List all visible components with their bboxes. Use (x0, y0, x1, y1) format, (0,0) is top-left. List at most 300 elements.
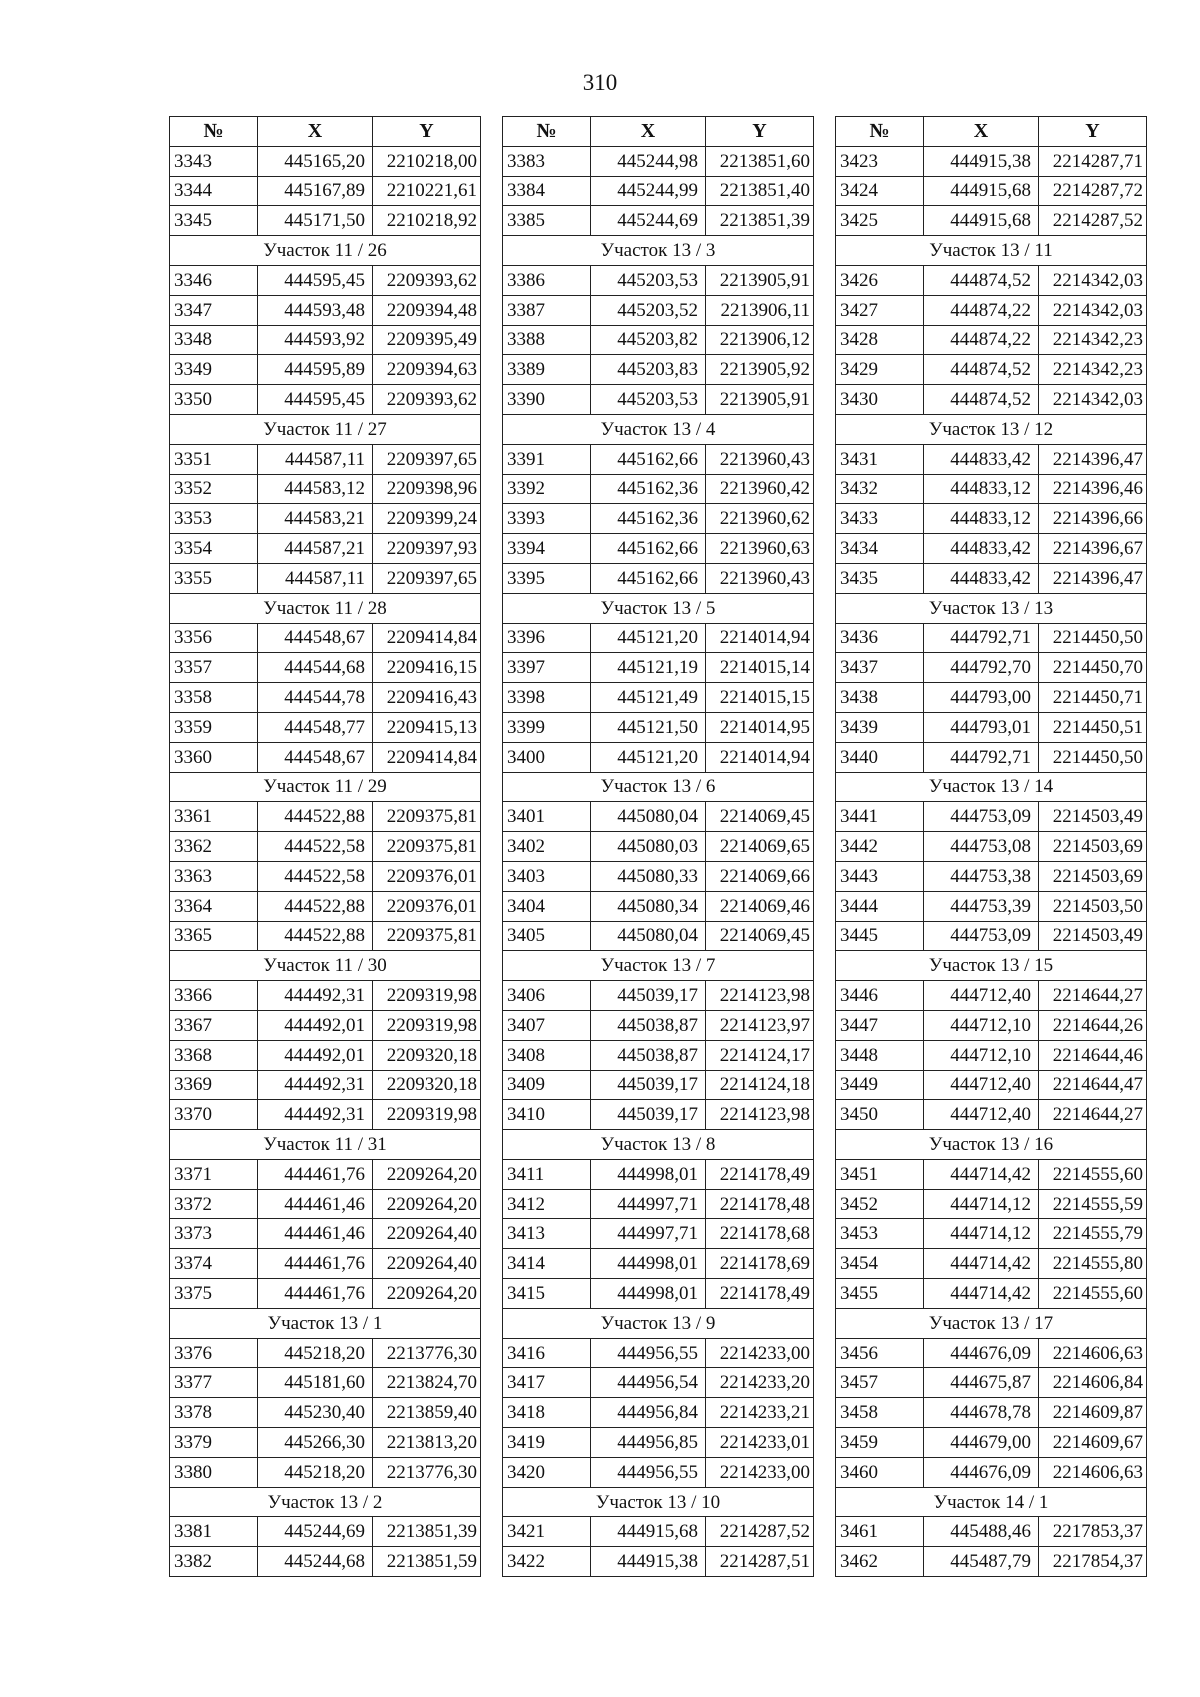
header-x: X (258, 117, 373, 147)
y-coordinate-cell: 2214342,23 (1039, 355, 1147, 385)
x-coordinate-cell: 444753,08 (924, 832, 1039, 862)
y-coordinate-cell: 2209264,20 (373, 1159, 481, 1189)
point-number-cell: 3404 (503, 891, 591, 921)
table-row (503, 1338, 814, 1368)
point-number-cell: 3407 (503, 1010, 591, 1040)
table-row (170, 176, 481, 206)
point-number-cell: 3417 (503, 1368, 591, 1398)
table-row (836, 623, 1147, 653)
section-title: Участок 11 / 30 (170, 951, 481, 981)
x-coordinate-cell: 445121,50 (591, 712, 706, 742)
point-number-cell: 3393 (503, 504, 591, 534)
table-row (170, 1338, 481, 1368)
y-coordinate-cell: 2214606,84 (1039, 1368, 1147, 1398)
y-coordinate-cell: 2213906,12 (706, 325, 814, 355)
table-row (503, 176, 814, 206)
x-coordinate-cell: 444461,46 (258, 1189, 373, 1219)
y-coordinate-cell: 2214069,66 (706, 861, 814, 891)
x-coordinate-cell: 445121,49 (591, 683, 706, 713)
table-row (836, 385, 1147, 415)
table-row (836, 891, 1147, 921)
y-coordinate-cell: 2214555,80 (1039, 1249, 1147, 1279)
x-coordinate-cell: 444915,68 (591, 1517, 706, 1547)
point-number-cell: 3458 (836, 1398, 924, 1428)
point-number-cell: 3354 (170, 534, 258, 564)
table-row (503, 742, 814, 772)
y-coordinate-cell: 2209416,43 (373, 683, 481, 713)
y-coordinate-cell: 2213906,11 (706, 295, 814, 325)
table-row (503, 653, 814, 683)
table-row (503, 1070, 814, 1100)
table-row (503, 861, 814, 891)
section-row (836, 1487, 1147, 1517)
y-coordinate-cell: 2209264,20 (373, 1189, 481, 1219)
point-number-cell: 3396 (503, 623, 591, 653)
section-title: Участок 13 / 6 (503, 772, 814, 802)
x-coordinate-cell: 444753,09 (924, 921, 1039, 951)
table-row (503, 1517, 814, 1547)
table-row (503, 1100, 814, 1130)
table-row (170, 504, 481, 534)
table-row (503, 921, 814, 951)
point-number-cell: 3460 (836, 1457, 924, 1487)
x-coordinate-cell: 444956,85 (591, 1428, 706, 1458)
table-row (503, 534, 814, 564)
table-row (836, 653, 1147, 683)
x-coordinate-cell: 444915,38 (924, 146, 1039, 176)
x-coordinate-cell: 444595,45 (258, 385, 373, 415)
point-number-cell: 3397 (503, 653, 591, 683)
table-row (503, 444, 814, 474)
x-coordinate-cell: 444714,42 (924, 1249, 1039, 1279)
y-coordinate-cell: 2214644,46 (1039, 1040, 1147, 1070)
y-coordinate-cell: 2213960,43 (706, 563, 814, 593)
y-coordinate-cell: 2214342,03 (1039, 265, 1147, 295)
table-row (170, 891, 481, 921)
y-coordinate-cell: 2214124,17 (706, 1040, 814, 1070)
y-coordinate-cell: 2217853,37 (1039, 1517, 1147, 1547)
y-coordinate-cell: 2209394,63 (373, 355, 481, 385)
point-number-cell: 3416 (503, 1338, 591, 1368)
table-row (170, 146, 481, 176)
x-coordinate-cell: 444461,76 (258, 1279, 373, 1309)
table-row (836, 832, 1147, 862)
x-coordinate-cell: 444998,01 (591, 1159, 706, 1189)
x-coordinate-cell: 444833,12 (924, 504, 1039, 534)
table-row (836, 265, 1147, 295)
section-title: Участок 11 / 28 (170, 593, 481, 623)
x-coordinate-cell: 444712,10 (924, 1040, 1039, 1070)
point-number-cell: 3376 (170, 1338, 258, 1368)
point-number-cell: 3443 (836, 861, 924, 891)
y-coordinate-cell: 2214396,66 (1039, 504, 1147, 534)
x-coordinate-cell: 444678,78 (924, 1398, 1039, 1428)
x-coordinate-cell: 444833,42 (924, 444, 1039, 474)
y-coordinate-cell: 2209398,96 (373, 474, 481, 504)
x-coordinate-cell: 445487,79 (924, 1547, 1039, 1577)
y-coordinate-cell: 2209393,62 (373, 265, 481, 295)
section-row (170, 772, 481, 802)
table-row (503, 474, 814, 504)
point-number-cell: 3374 (170, 1249, 258, 1279)
point-number-cell: 3371 (170, 1159, 258, 1189)
table-row (503, 1040, 814, 1070)
table-row (503, 355, 814, 385)
point-number-cell: 3423 (836, 146, 924, 176)
table-row (503, 385, 814, 415)
table-row (836, 1517, 1147, 1547)
table-row (836, 295, 1147, 325)
header-y: Y (1039, 117, 1147, 147)
point-number-cell: 3368 (170, 1040, 258, 1070)
table-row (170, 1189, 481, 1219)
point-number-cell: 3420 (503, 1457, 591, 1487)
y-coordinate-cell: 2214606,63 (1039, 1457, 1147, 1487)
x-coordinate-cell: 444753,38 (924, 861, 1039, 891)
point-number-cell: 3351 (170, 444, 258, 474)
x-coordinate-cell: 444676,09 (924, 1338, 1039, 1368)
table-row (836, 683, 1147, 713)
point-number-cell: 3434 (836, 534, 924, 564)
y-coordinate-cell: 2213813,20 (373, 1428, 481, 1458)
section-row (836, 772, 1147, 802)
y-coordinate-cell: 2214450,51 (1039, 712, 1147, 742)
x-coordinate-cell: 445162,66 (591, 534, 706, 564)
point-number-cell: 3377 (170, 1368, 258, 1398)
x-coordinate-cell: 445080,03 (591, 832, 706, 862)
point-number-cell: 3408 (503, 1040, 591, 1070)
x-coordinate-cell: 444587,11 (258, 444, 373, 474)
point-number-cell: 3411 (503, 1159, 591, 1189)
point-number-cell: 3355 (170, 563, 258, 593)
point-number-cell: 3350 (170, 385, 258, 415)
point-number-cell: 3445 (836, 921, 924, 951)
x-coordinate-cell: 444522,88 (258, 921, 373, 951)
x-coordinate-cell: 444587,11 (258, 563, 373, 593)
y-coordinate-cell: 2214342,23 (1039, 325, 1147, 355)
x-coordinate-cell: 444522,88 (258, 891, 373, 921)
point-number-cell: 3372 (170, 1189, 258, 1219)
section-row (503, 1130, 814, 1160)
y-coordinate-cell: 2209415,13 (373, 712, 481, 742)
table-row (503, 1368, 814, 1398)
x-coordinate-cell: 445230,40 (258, 1398, 373, 1428)
point-number-cell: 3382 (170, 1547, 258, 1577)
y-coordinate-cell: 2214503,49 (1039, 921, 1147, 951)
x-coordinate-cell: 444915,68 (924, 176, 1039, 206)
x-coordinate-cell: 444492,31 (258, 981, 373, 1011)
table-row (503, 1159, 814, 1189)
y-coordinate-cell: 2214014,94 (706, 742, 814, 772)
table-row (170, 325, 481, 355)
x-coordinate-cell: 444712,40 (924, 981, 1039, 1011)
x-coordinate-cell: 445121,19 (591, 653, 706, 683)
x-coordinate-cell: 445266,30 (258, 1428, 373, 1458)
y-coordinate-cell: 2209375,81 (373, 832, 481, 862)
x-coordinate-cell: 445080,04 (591, 921, 706, 951)
y-coordinate-cell: 2214450,50 (1039, 742, 1147, 772)
table-row (503, 504, 814, 534)
point-number-cell: 3343 (170, 146, 258, 176)
header-x: X (591, 117, 706, 147)
x-coordinate-cell: 444548,77 (258, 712, 373, 742)
point-number-cell: 3405 (503, 921, 591, 951)
x-coordinate-cell: 445167,89 (258, 176, 373, 206)
section-row (170, 414, 481, 444)
section-title: Участок 13 / 3 (503, 236, 814, 266)
y-coordinate-cell: 2214233,00 (706, 1457, 814, 1487)
point-number-cell: 3437 (836, 653, 924, 683)
table-row (503, 683, 814, 713)
x-coordinate-cell: 444874,22 (924, 295, 1039, 325)
x-coordinate-cell: 444833,42 (924, 534, 1039, 564)
point-number-cell: 3413 (503, 1219, 591, 1249)
x-coordinate-cell: 444676,09 (924, 1457, 1039, 1487)
x-coordinate-cell: 444593,92 (258, 325, 373, 355)
table-row (836, 1428, 1147, 1458)
coordinate-table-2 (502, 116, 814, 1577)
point-number-cell: 3424 (836, 176, 924, 206)
point-number-cell: 3380 (170, 1457, 258, 1487)
y-coordinate-cell: 2214287,52 (706, 1517, 814, 1547)
point-number-cell: 3442 (836, 832, 924, 862)
y-coordinate-cell: 2214014,95 (706, 712, 814, 742)
x-coordinate-cell: 444492,31 (258, 1070, 373, 1100)
x-coordinate-cell: 445121,20 (591, 742, 706, 772)
y-coordinate-cell: 2214287,51 (706, 1547, 814, 1577)
section-row (503, 236, 814, 266)
section-row (170, 1130, 481, 1160)
table-row (836, 1338, 1147, 1368)
x-coordinate-cell: 445080,34 (591, 891, 706, 921)
y-coordinate-cell: 2213960,43 (706, 444, 814, 474)
table-row (503, 802, 814, 832)
x-coordinate-cell: 444915,38 (591, 1547, 706, 1577)
point-number-cell: 3379 (170, 1428, 258, 1458)
table-row (503, 981, 814, 1011)
y-coordinate-cell: 2214342,03 (1039, 385, 1147, 415)
y-coordinate-cell: 2209320,18 (373, 1040, 481, 1070)
y-coordinate-cell: 2214233,21 (706, 1398, 814, 1428)
point-number-cell: 3410 (503, 1100, 591, 1130)
x-coordinate-cell: 444833,42 (924, 563, 1039, 593)
x-coordinate-cell: 445165,20 (258, 146, 373, 176)
y-coordinate-cell: 2214503,69 (1039, 832, 1147, 862)
table-header-row (836, 117, 1147, 147)
x-coordinate-cell: 444544,68 (258, 653, 373, 683)
y-coordinate-cell: 2210218,00 (373, 146, 481, 176)
point-number-cell: 3370 (170, 1100, 258, 1130)
point-number-cell: 3361 (170, 802, 258, 832)
section-title: Участок 14 / 1 (836, 1487, 1147, 1517)
table-row (836, 534, 1147, 564)
table-row (836, 1159, 1147, 1189)
y-coordinate-cell: 2209375,81 (373, 921, 481, 951)
section-row (170, 236, 481, 266)
x-coordinate-cell: 444792,71 (924, 623, 1039, 653)
y-coordinate-cell: 2213960,63 (706, 534, 814, 564)
table-row (170, 861, 481, 891)
y-coordinate-cell: 2209397,65 (373, 563, 481, 593)
x-coordinate-cell: 445039,17 (591, 1100, 706, 1130)
table-row (170, 683, 481, 713)
point-number-cell: 3406 (503, 981, 591, 1011)
y-coordinate-cell: 2213905,91 (706, 265, 814, 295)
point-number-cell: 3366 (170, 981, 258, 1011)
y-coordinate-cell: 2213851,40 (706, 176, 814, 206)
y-coordinate-cell: 2214015,14 (706, 653, 814, 683)
point-number-cell: 3375 (170, 1279, 258, 1309)
y-coordinate-cell: 2209393,62 (373, 385, 481, 415)
table-row (503, 563, 814, 593)
y-coordinate-cell: 2209416,15 (373, 653, 481, 683)
x-coordinate-cell: 444492,31 (258, 1100, 373, 1130)
table-row (836, 1189, 1147, 1219)
section-row (836, 1130, 1147, 1160)
x-coordinate-cell: 444874,52 (924, 385, 1039, 415)
table-row (836, 146, 1147, 176)
point-number-cell: 3402 (503, 832, 591, 862)
x-coordinate-cell: 444915,68 (924, 206, 1039, 236)
y-coordinate-cell: 2209375,81 (373, 802, 481, 832)
y-coordinate-cell: 2214015,15 (706, 683, 814, 713)
y-coordinate-cell: 2209414,84 (373, 742, 481, 772)
x-coordinate-cell: 444548,67 (258, 623, 373, 653)
x-coordinate-cell: 444595,89 (258, 355, 373, 385)
table-row (170, 712, 481, 742)
point-number-cell: 3425 (836, 206, 924, 236)
table-row (170, 1517, 481, 1547)
section-row (836, 414, 1147, 444)
x-coordinate-cell: 444874,52 (924, 355, 1039, 385)
y-coordinate-cell: 2214069,45 (706, 802, 814, 832)
section-title: Участок 13 / 4 (503, 414, 814, 444)
x-coordinate-cell: 445162,36 (591, 504, 706, 534)
y-coordinate-cell: 2209319,98 (373, 1100, 481, 1130)
y-coordinate-cell: 2214287,72 (1039, 176, 1147, 206)
point-number-cell: 3414 (503, 1249, 591, 1279)
point-number-cell: 3435 (836, 563, 924, 593)
table-row (836, 206, 1147, 236)
y-coordinate-cell: 2214069,65 (706, 832, 814, 862)
point-number-cell: 3369 (170, 1070, 258, 1100)
table-row (836, 981, 1147, 1011)
table-row (170, 355, 481, 385)
x-coordinate-cell: 445218,20 (258, 1457, 373, 1487)
y-coordinate-cell: 2213859,40 (373, 1398, 481, 1428)
x-coordinate-cell: 444714,12 (924, 1219, 1039, 1249)
y-coordinate-cell: 2210218,92 (373, 206, 481, 236)
x-coordinate-cell: 444997,71 (591, 1219, 706, 1249)
y-coordinate-cell: 2209319,98 (373, 981, 481, 1011)
point-number-cell: 3452 (836, 1189, 924, 1219)
x-coordinate-cell: 445080,04 (591, 802, 706, 832)
table-header-row (170, 117, 481, 147)
point-number-cell: 3353 (170, 504, 258, 534)
y-coordinate-cell: 2214396,67 (1039, 534, 1147, 564)
point-number-cell: 3392 (503, 474, 591, 504)
x-coordinate-cell: 444679,00 (924, 1428, 1039, 1458)
point-number-cell: 3430 (836, 385, 924, 415)
point-number-cell: 3347 (170, 295, 258, 325)
y-coordinate-cell: 2214014,94 (706, 623, 814, 653)
table-row (836, 1398, 1147, 1428)
section-title: Участок 13 / 11 (836, 236, 1147, 266)
y-coordinate-cell: 2214178,68 (706, 1219, 814, 1249)
x-coordinate-cell: 445488,46 (924, 1517, 1039, 1547)
y-coordinate-cell: 2214606,63 (1039, 1338, 1147, 1368)
point-number-cell: 3358 (170, 683, 258, 713)
x-coordinate-cell: 444753,39 (924, 891, 1039, 921)
y-coordinate-cell: 2214178,48 (706, 1189, 814, 1219)
x-coordinate-cell: 445038,87 (591, 1010, 706, 1040)
x-coordinate-cell: 445039,17 (591, 981, 706, 1011)
table-row (170, 206, 481, 236)
section-row (836, 593, 1147, 623)
point-number-cell: 3462 (836, 1547, 924, 1577)
x-coordinate-cell: 444522,58 (258, 832, 373, 862)
table-row (170, 1249, 481, 1279)
x-coordinate-cell: 444874,22 (924, 325, 1039, 355)
x-coordinate-cell: 444956,54 (591, 1368, 706, 1398)
point-number-cell: 3390 (503, 385, 591, 415)
y-coordinate-cell: 2214555,79 (1039, 1219, 1147, 1249)
point-number-cell: 3400 (503, 742, 591, 772)
y-coordinate-cell: 2214178,49 (706, 1159, 814, 1189)
section-row (503, 1487, 814, 1517)
point-number-cell: 3363 (170, 861, 258, 891)
table-row (836, 325, 1147, 355)
x-coordinate-cell: 444712,40 (924, 1100, 1039, 1130)
x-coordinate-cell: 444583,21 (258, 504, 373, 534)
table-row (170, 1010, 481, 1040)
point-number-cell: 3446 (836, 981, 924, 1011)
table-row (836, 1368, 1147, 1398)
table-row (836, 861, 1147, 891)
point-number-cell: 3418 (503, 1398, 591, 1428)
point-number-cell: 3395 (503, 563, 591, 593)
y-coordinate-cell: 2214287,71 (1039, 146, 1147, 176)
x-coordinate-cell: 444956,55 (591, 1457, 706, 1487)
x-coordinate-cell: 444714,12 (924, 1189, 1039, 1219)
y-coordinate-cell: 2214396,47 (1039, 444, 1147, 474)
y-coordinate-cell: 2209394,48 (373, 295, 481, 325)
point-number-cell: 3454 (836, 1249, 924, 1279)
table-row (170, 474, 481, 504)
table-row (170, 385, 481, 415)
table-row (836, 563, 1147, 593)
point-number-cell: 3388 (503, 325, 591, 355)
table-row (170, 265, 481, 295)
point-number-cell: 3453 (836, 1219, 924, 1249)
x-coordinate-cell: 444753,09 (924, 802, 1039, 832)
x-coordinate-cell: 444956,55 (591, 1338, 706, 1368)
section-row (836, 1308, 1147, 1338)
x-coordinate-cell: 444714,42 (924, 1159, 1039, 1189)
table-row (170, 1547, 481, 1577)
y-coordinate-cell: 2209320,18 (373, 1070, 481, 1100)
table-row (170, 1457, 481, 1487)
table-row (170, 1159, 481, 1189)
y-coordinate-cell: 2214069,46 (706, 891, 814, 921)
y-coordinate-cell: 2214123,97 (706, 1010, 814, 1040)
section-row (836, 236, 1147, 266)
coordinate-table-1 (169, 116, 481, 1577)
x-coordinate-cell: 445121,20 (591, 623, 706, 653)
y-coordinate-cell: 2213776,30 (373, 1457, 481, 1487)
x-coordinate-cell: 444956,84 (591, 1398, 706, 1428)
y-coordinate-cell: 2213960,62 (706, 504, 814, 534)
